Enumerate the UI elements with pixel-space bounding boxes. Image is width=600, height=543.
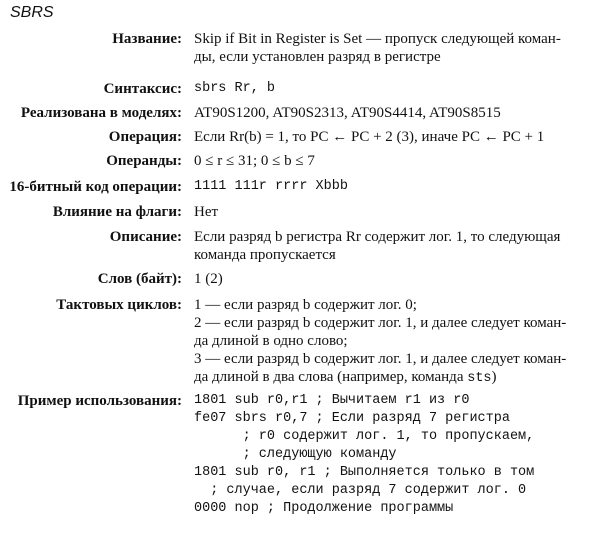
field-label: Название:: [112, 31, 182, 47]
field-value: AT90S1200, AT90S2313, AT90S4414, AT90S8515: [194, 105, 501, 121]
field-label: 16-битный код операции:: [9, 179, 182, 195]
value-line: Если разряд b регистра Rr содержит лог. 1, то следующая: [194, 229, 561, 245]
code-line: 1801 sub r0, r1 ; Выполняется только в том: [194, 465, 535, 480]
field-label: Влияние на флаги:: [52, 204, 182, 220]
field-value: 1111 111r rrrr Xbbb: [194, 179, 348, 194]
field-label: Тактовых циклов:: [56, 297, 182, 313]
field-label: Операнды:: [106, 153, 182, 169]
value-line: 3 — если разряд b содержит лог. 1, и далее следует коман-: [194, 351, 567, 367]
value-line: команда пропускается: [194, 247, 336, 263]
field-label: Слов (байт):: [97, 271, 182, 287]
field-label: Синтаксис:: [103, 81, 182, 97]
code-line: 1801 sub r0,r1 ; Вычитаем r1 из r0: [194, 393, 470, 408]
code-line: fe07 sbrs r0,7 ; Если разряд 7 регистра: [194, 411, 510, 426]
field-value: [194, 296, 598, 388]
code-line: ; r0 содержит лог. 1, то пропускаем,: [194, 429, 535, 444]
field-value: 1 (2): [194, 271, 223, 287]
value-line: да длиной в одно слово;: [194, 333, 348, 349]
value-text: да длиной в два слова (например, команда: [194, 369, 468, 385]
value-text: ): [491, 369, 497, 385]
field-value: 0 ≤ r ≤ 31; 0 ≤ b ≤ 7: [194, 153, 315, 169]
field-value: Нет: [194, 204, 219, 220]
field-value: [194, 228, 598, 264]
inline-code: sts: [467, 371, 492, 386]
code-line: 0000 nop ; Продолжение программы: [194, 501, 454, 516]
code-line: ; случае, если разряд 7 содержит лог. 0: [194, 483, 527, 498]
field-label: Описание:: [109, 229, 182, 245]
value-line: Skip if Bit in Register is Set — пропуск следующей коман-: [194, 31, 561, 47]
value-line: [194, 368, 598, 388]
field-label: Пример использования:: [17, 393, 182, 409]
code-example: [194, 392, 598, 518]
value-line: 1 — если разряд b содержит лог. 0;: [194, 297, 417, 313]
field-value: [194, 30, 598, 66]
field-value: sbrs Rr, b: [194, 81, 276, 96]
code-line: ; следующую команду: [194, 447, 397, 462]
field-value: Если Rr(b) = 1, то PC ← PC + 2 (3), иначе PC ← PC + 1: [194, 129, 545, 145]
field-label: Операция:: [108, 129, 182, 145]
value-line: 2 — если разряд b содержит лог. 1, и далее следует коман-: [194, 315, 567, 331]
value-line: ды, если установлен разряд в регистре: [194, 49, 441, 65]
field-label: Реализована в моделях:: [20, 105, 182, 121]
instruction-title: SBRS: [10, 4, 54, 21]
